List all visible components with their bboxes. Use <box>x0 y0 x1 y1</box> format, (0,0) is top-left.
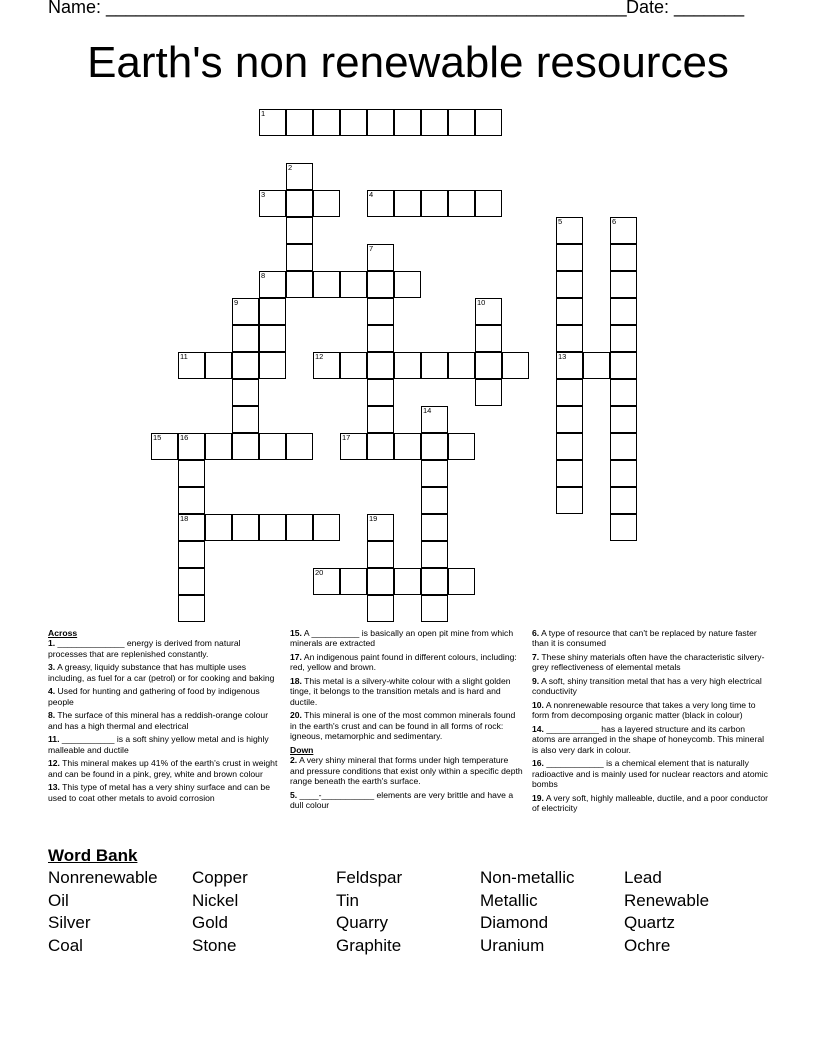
grid-cell[interactable] <box>610 406 637 433</box>
clue-number-label: 12 <box>315 352 324 361</box>
clue-number-label: 17 <box>342 433 351 442</box>
grid-cell[interactable] <box>367 298 394 325</box>
clue-item <box>290 710 524 741</box>
grid-cell[interactable] <box>367 379 394 406</box>
clue-number: 9. <box>532 675 540 686</box>
grid-cell[interactable] <box>556 433 583 460</box>
clue-number-label: 8 <box>261 271 266 280</box>
clue-number-label: 10 <box>477 298 486 307</box>
grid-cell[interactable] <box>421 595 448 622</box>
word-bank-title: Word Bank <box>48 846 138 865</box>
word-bank-item: Ochre <box>624 936 671 956</box>
word-bank-item: Graphite <box>336 936 402 956</box>
clue-number: 1. <box>48 638 56 649</box>
clue-item <box>532 758 768 789</box>
word-bank-item: Feldspar <box>336 868 403 887</box>
word-bank-item: Nonrenewable <box>48 868 158 887</box>
clue-text: A nonrenewable resource that takes a very long time to form from decomposing organic matter (black in colour) <box>532 699 756 721</box>
grid-cell[interactable] <box>313 271 340 298</box>
grid-cell[interactable] <box>367 109 394 136</box>
word-bank-item: Diamond <box>480 913 549 933</box>
clue-number: 15. <box>290 628 302 638</box>
clue-number: 5. <box>290 789 298 800</box>
grid-cell[interactable] <box>178 541 205 568</box>
grid-cell[interactable] <box>259 514 286 541</box>
word-bank-item: Coal <box>48 936 83 956</box>
grid-cell[interactable] <box>583 352 610 379</box>
grid-cell[interactable] <box>232 352 259 379</box>
grid-cell[interactable] <box>367 568 394 595</box>
clue-number: 3. <box>48 662 56 673</box>
grid-cell[interactable] <box>421 568 448 595</box>
clue-number-label: 7 <box>369 244 374 253</box>
grid-cell[interactable] <box>205 433 232 460</box>
grid-cell[interactable] <box>232 433 259 460</box>
clue-item <box>290 676 524 707</box>
clue-text: ___________ is a soft shiny yellow metal and is highly malleable and ductile <box>48 734 269 755</box>
clue-item <box>48 734 280 755</box>
grid-cell[interactable] <box>421 190 448 217</box>
grid-cell[interactable] <box>259 352 286 379</box>
clue-number-label: 20 <box>315 568 324 577</box>
grid-cell[interactable] <box>610 244 637 271</box>
grid-cell[interactable] <box>610 271 637 298</box>
grid-cell[interactable] <box>610 298 637 325</box>
clue-number: 8. <box>48 710 56 721</box>
clue-number-label: 4 <box>369 190 374 199</box>
grid-cell[interactable] <box>448 352 475 379</box>
clue-number-label: 18 <box>180 514 189 523</box>
grid-cell[interactable] <box>394 433 421 460</box>
grid-cell[interactable] <box>421 433 448 460</box>
grid-cell[interactable] <box>259 325 286 352</box>
grid-cell[interactable] <box>448 568 475 595</box>
clue-text: ___________ has a layered structure and its carbon atoms are arranged in the shape of honeycomb. This mineral is also very dark in colour. <box>532 723 765 755</box>
word-bank-item: Renewable <box>624 890 710 910</box>
clue-number: 6. <box>532 628 540 638</box>
grid-cell[interactable] <box>610 487 637 514</box>
clue-number-label: 3 <box>261 190 266 199</box>
grid-cell[interactable] <box>448 109 475 136</box>
clue-text: A type of resource that can't be replaced by nature faster than it is consumed <box>532 628 757 649</box>
grid-cell[interactable] <box>610 325 637 352</box>
clue-item <box>290 755 524 786</box>
grid-cell[interactable] <box>367 271 394 298</box>
word-bank <box>48 867 768 963</box>
clue-text: A __________ is basically an open pit mine from which minerals are extracted <box>290 628 514 649</box>
grid-cell[interactable] <box>232 379 259 406</box>
clue-number-label: 13 <box>558 352 567 361</box>
clue-number: 20. <box>290 710 302 721</box>
clue-number: 16. <box>532 758 544 769</box>
grid-cell[interactable] <box>232 406 259 433</box>
word-bank-item: Gold <box>192 913 228 933</box>
clue-number-label: 6 <box>612 217 617 226</box>
grid-cell[interactable] <box>286 109 313 136</box>
grid-cell[interactable] <box>286 217 313 244</box>
grid-cell[interactable] <box>556 487 583 514</box>
clue-text: These shiny materials often have the characteristic silvery-grey reflectiveness of elemental metals <box>532 651 765 673</box>
grid-cell[interactable] <box>394 568 421 595</box>
grid-cell[interactable] <box>421 487 448 514</box>
grid-cell[interactable] <box>232 325 259 352</box>
grid-cell[interactable] <box>394 352 421 379</box>
grid-cell[interactable] <box>475 352 502 379</box>
clue-text: The surface of this mineral has a reddish-orange colour and has a high thermal and electrical <box>48 710 269 731</box>
grid-cell[interactable] <box>340 568 367 595</box>
clue-number-label: 11 <box>180 352 188 361</box>
grid-cell[interactable] <box>313 514 340 541</box>
word-bank-item: Silver <box>48 913 91 933</box>
word-bank-item: Lead <box>624 868 662 887</box>
clue-number: 7. <box>532 651 540 662</box>
clue-text: ______________ energy is derived from natural processes that are replenished constantly. <box>48 638 241 659</box>
grid-cell[interactable] <box>556 298 583 325</box>
grid-cell[interactable] <box>394 109 421 136</box>
grid-cell[interactable] <box>178 460 205 487</box>
grid-cell[interactable] <box>367 433 394 460</box>
clue-number-label: 5 <box>558 217 563 226</box>
word-bank-item: Uranium <box>480 936 545 956</box>
clue-number-label: 9 <box>234 298 239 307</box>
word-bank-item: Stone <box>192 936 237 956</box>
clue-item <box>532 700 768 721</box>
grid-cell[interactable] <box>367 595 394 622</box>
clue-text: A very soft, highly malleable, ductile, and a poor conductor of electricity <box>532 792 768 814</box>
word-bank-item: Non-metallic <box>480 868 575 887</box>
clues-column-2 <box>290 628 524 814</box>
grid-cell[interactable] <box>421 541 448 568</box>
grid-cell[interactable] <box>286 514 313 541</box>
grid-cell[interactable] <box>556 271 583 298</box>
clue-item <box>532 793 768 814</box>
across-heading: Across <box>48 628 78 638</box>
clue-item <box>532 652 768 673</box>
down-heading: Down <box>290 744 314 755</box>
clue-item <box>532 724 768 755</box>
grid-cell[interactable] <box>421 352 448 379</box>
grid-cell[interactable] <box>610 379 637 406</box>
clue-text: This type of metal has a very shiny surface and can be used to coat other metals to avoid corrosion <box>48 782 270 803</box>
clue-number: 11. <box>48 734 60 745</box>
grid-cell[interactable] <box>259 298 286 325</box>
clue-text: A soft, shiny transition metal that has a very high electrical conductivity <box>532 675 762 697</box>
grid-cell[interactable] <box>556 406 583 433</box>
clues-column-1 <box>48 628 280 806</box>
clue-text: Used for hunting and gathering of food by indigenous people <box>48 686 260 707</box>
grid-cell[interactable] <box>556 325 583 352</box>
page-title: Earth's non renewable resources <box>87 38 729 87</box>
grid-cell[interactable] <box>313 190 340 217</box>
grid-cell[interactable] <box>286 190 313 217</box>
grid-cell[interactable] <box>448 433 475 460</box>
clue-item <box>48 638 280 659</box>
clue-number: 18. <box>290 675 302 686</box>
word-bank-item: Metallic <box>480 890 538 910</box>
clue-number: 14. <box>532 723 544 734</box>
grid-cell[interactable] <box>610 433 637 460</box>
clue-number: 4. <box>48 686 56 697</box>
clue-item <box>290 628 524 649</box>
grid-cell[interactable] <box>286 271 313 298</box>
grid-cell[interactable] <box>421 514 448 541</box>
clue-number: 10. <box>532 699 544 710</box>
grid-cell[interactable] <box>286 433 313 460</box>
grid-cell[interactable] <box>610 514 637 541</box>
grid-cell[interactable] <box>313 109 340 136</box>
word-bank-item: Copper <box>192 868 248 887</box>
grid-cell[interactable] <box>340 352 367 379</box>
grid-cell[interactable] <box>367 541 394 568</box>
clue-number: 19. <box>532 792 544 803</box>
clue-text: A very shiny mineral that forms under high temperature and pressure conditions that exist only within a specific depth range beneath the earth's surface. <box>290 755 523 787</box>
clue-number-label: 19 <box>369 514 378 523</box>
clue-item <box>532 628 768 649</box>
clue-text: ____-___________ elements are very brittle and have a dull colour <box>290 789 514 811</box>
clue-item <box>290 652 524 673</box>
name-field-label: Name: ____________________________________________________ <box>48 0 627 17</box>
word-bank-item: Tin <box>336 890 359 910</box>
clue-text: A greasy, liquidy substance that has multiple uses including, as fuel for a car (petrol) or for cooking and baking <box>48 662 275 683</box>
grid-cell[interactable] <box>475 109 502 136</box>
clue-number-label: 2 <box>288 163 293 172</box>
grid-cell[interactable] <box>259 433 286 460</box>
grid-cell[interactable] <box>475 379 502 406</box>
clue-number: 13. <box>48 782 60 793</box>
grid-cell[interactable] <box>205 514 232 541</box>
grid-cell[interactable] <box>178 487 205 514</box>
clue-text: This mineral makes up 41% of the earth's crust in weight and can be found in a pink, grey, white and brown colour <box>48 758 278 779</box>
grid-cell[interactable] <box>610 352 637 379</box>
grid-cell[interactable] <box>421 460 448 487</box>
grid-cell[interactable] <box>556 379 583 406</box>
word-bank-item: Quarry <box>336 913 388 933</box>
grid-cell[interactable] <box>556 460 583 487</box>
clue-item <box>290 790 524 811</box>
grid-cell[interactable] <box>502 352 529 379</box>
clue-item <box>48 782 280 803</box>
grid-cell[interactable] <box>394 190 421 217</box>
grid-cell[interactable] <box>178 568 205 595</box>
clue-number-label: 14 <box>423 406 432 415</box>
grid-cell[interactable] <box>367 352 394 379</box>
date-field-label: Date: _______ <box>626 0 745 17</box>
grid-cell[interactable] <box>475 190 502 217</box>
grid-cell[interactable] <box>178 595 205 622</box>
word-bank-item: Oil <box>48 890 69 910</box>
grid-cell[interactable] <box>232 514 259 541</box>
clue-number: 12. <box>48 758 60 769</box>
grid-cell[interactable] <box>340 271 367 298</box>
clue-text: An indigenous paint found in different colours, including: red, yellow and brown. <box>290 651 517 673</box>
grid-cell[interactable] <box>448 190 475 217</box>
clue-number-label: 1 <box>261 109 266 118</box>
clue-item <box>48 758 280 779</box>
grid-cell[interactable] <box>286 244 313 271</box>
clue-number: 17. <box>290 651 302 662</box>
grid-cell[interactable] <box>205 352 232 379</box>
clue-item <box>48 662 280 683</box>
clue-text: ____________ is a chemical element that is naturally radioactive and is mainly used for nuclear reactors and atomic bombs <box>532 758 768 790</box>
clue-item <box>532 676 768 697</box>
clue-text: This mineral is one of the most common minerals found in the earth's crust and can be found in all forms of rock: igneous, metamorphic and sedimentary. <box>290 710 516 742</box>
grid-cell[interactable] <box>610 460 637 487</box>
word-bank-item: Nickel <box>192 890 239 910</box>
clues-column-3 <box>532 628 768 817</box>
grid-cell[interactable] <box>367 325 394 352</box>
clue-number: 2. <box>290 755 298 766</box>
grid-cell[interactable] <box>556 244 583 271</box>
clue-text: This metal is a silvery-white colour with a slight golden tinge, it belongs to the transition metals and is hard and ductile. <box>290 675 511 707</box>
grid-cell[interactable] <box>475 325 502 352</box>
clue-number-label: 16 <box>180 433 189 442</box>
grid-cell[interactable] <box>421 109 448 136</box>
grid-cell[interactable] <box>394 271 421 298</box>
clue-item <box>48 686 280 707</box>
clue-item <box>48 710 280 731</box>
word-bank-item: Quartz <box>624 913 676 933</box>
grid-cell[interactable] <box>367 406 394 433</box>
clue-number-label: 15 <box>153 433 162 442</box>
grid-cell[interactable] <box>340 109 367 136</box>
